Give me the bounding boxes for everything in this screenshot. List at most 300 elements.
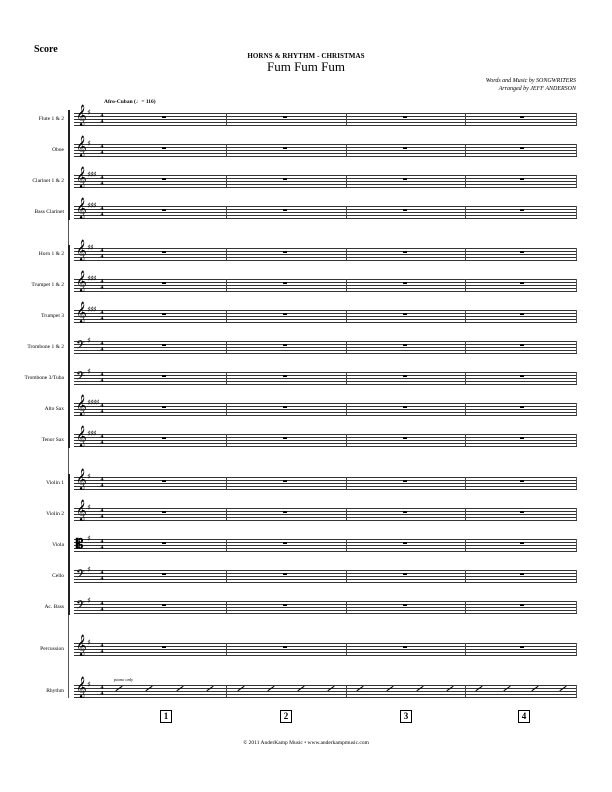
woodwinds-bracket <box>68 110 70 220</box>
alto-clef-icon: 𝄡 <box>76 537 84 552</box>
key-signature: ♯ <box>87 565 90 574</box>
barline <box>465 279 466 291</box>
staff-line <box>74 551 577 552</box>
barline <box>226 685 227 697</box>
staff <box>74 336 577 355</box>
staff <box>74 469 577 490</box>
staff-line <box>74 576 577 577</box>
whole-rest <box>520 375 524 377</box>
staff <box>74 302 577 323</box>
time-signature-bottom: 4 <box>100 150 104 156</box>
time-signature <box>100 539 104 551</box>
staff <box>74 500 577 521</box>
whole-rest <box>283 251 287 253</box>
key-signature: ♯♯ <box>87 243 93 252</box>
whole-rest <box>520 437 524 439</box>
instrument-label: Rhythm <box>46 688 64 694</box>
time-signature <box>100 248 104 260</box>
staff-line <box>74 434 577 435</box>
time-signature <box>100 175 104 187</box>
staff-line <box>74 288 577 289</box>
instrument-label: Oboe <box>52 147 64 153</box>
time-signature-bottom: 4 <box>100 649 104 655</box>
instrument-label: Trumpet 1 & 2 <box>31 282 64 288</box>
staff <box>74 167 577 188</box>
whole-rest <box>162 313 166 315</box>
staff-line <box>74 353 577 354</box>
staff-line <box>74 655 577 656</box>
whole-rest <box>162 511 166 513</box>
barline <box>346 144 347 156</box>
instrument-label: Violin 1 <box>46 480 64 486</box>
key-signature: ♯ <box>87 472 90 481</box>
final-barline <box>576 310 578 322</box>
strings-bracket <box>68 474 70 615</box>
staff-line <box>74 517 577 518</box>
time-signature <box>100 310 104 322</box>
staff-line <box>74 291 577 292</box>
final-barline <box>576 539 578 551</box>
key-signature: ♯♯♯♯ <box>87 398 99 407</box>
staff-line <box>74 260 577 261</box>
final-barline <box>576 403 578 415</box>
time-signature <box>100 144 104 156</box>
key-signature: ♯ <box>87 503 90 512</box>
time-signature-top: 4 <box>100 434 104 440</box>
time-signature-bottom: 4 <box>100 254 104 260</box>
time-signature-top: 4 <box>100 248 104 254</box>
measure-number-box: 4 <box>518 710 530 723</box>
staff-line <box>74 113 577 114</box>
whole-rest <box>520 282 524 284</box>
staff <box>74 534 577 552</box>
treble-clef-icon: 𝄞 <box>76 302 87 323</box>
time-signature-top: 4 <box>100 310 104 316</box>
time-signature-bottom: 4 <box>100 285 104 291</box>
barline <box>346 175 347 187</box>
series-title: HORNS & RHYTHM - CHRISTMAS <box>247 52 365 60</box>
whole-rest <box>403 344 407 346</box>
time-signature <box>100 643 104 655</box>
whole-rest <box>162 147 166 149</box>
barline <box>465 570 466 582</box>
key-signature: ♯♯♯ <box>87 274 96 283</box>
time-signature-bottom: 4 <box>100 483 104 489</box>
barline <box>346 279 347 291</box>
barline <box>465 434 466 446</box>
key-signature: ♯ <box>87 336 90 345</box>
treble-clef-icon: 𝄞 <box>76 136 87 157</box>
whole-rest <box>162 375 166 377</box>
barline <box>226 643 227 655</box>
barline <box>465 685 466 697</box>
credits-songwriters: Words and Music by SONGWRITERS <box>485 78 576 84</box>
staff-line <box>74 570 577 571</box>
whole-rest <box>520 480 524 482</box>
measure-number-box: 2 <box>280 710 292 723</box>
staff-line <box>74 310 577 311</box>
staff-line <box>74 508 577 509</box>
time-signature-top: 4 <box>100 144 104 150</box>
barline <box>346 508 347 520</box>
whole-rest <box>283 646 287 648</box>
final-barline <box>576 570 578 582</box>
final-barline <box>576 113 578 125</box>
whole-rest <box>520 116 524 118</box>
key-signature: ♯ <box>87 108 90 117</box>
staff-line <box>74 483 577 484</box>
staff-line <box>74 613 577 614</box>
staff-line <box>74 156 577 157</box>
barline <box>346 248 347 260</box>
barline <box>465 113 466 125</box>
barline <box>346 643 347 655</box>
treble-clef-icon: 𝄞 <box>76 677 87 698</box>
whole-rest <box>520 573 524 575</box>
barline <box>465 175 466 187</box>
whole-rest <box>403 573 407 575</box>
barline <box>465 643 466 655</box>
song-title: Fum Fum Fum <box>266 59 346 74</box>
staff-line <box>74 406 577 407</box>
final-barline <box>576 601 578 613</box>
treble-clef-icon: 𝄞 <box>76 635 87 656</box>
staff-line <box>74 375 577 376</box>
staff <box>74 240 577 261</box>
barline <box>226 539 227 551</box>
whole-rest <box>403 480 407 482</box>
whole-rest <box>162 282 166 284</box>
time-signature-top: 4 <box>100 341 104 347</box>
whole-rest <box>520 511 524 513</box>
staff-line <box>74 610 577 611</box>
barline <box>226 279 227 291</box>
whole-rest <box>283 480 287 482</box>
staff <box>74 271 577 292</box>
barline <box>346 570 347 582</box>
staff-line <box>74 319 577 320</box>
staff-line <box>74 122 577 123</box>
staff-line <box>74 257 577 258</box>
whole-rest <box>403 147 407 149</box>
whole-rest <box>162 344 166 346</box>
staff-line <box>74 514 577 515</box>
staff-line <box>74 694 577 695</box>
staff-line <box>74 539 577 540</box>
barline <box>465 310 466 322</box>
barline <box>226 248 227 260</box>
staff <box>74 565 577 584</box>
whole-rest <box>403 542 407 544</box>
staff-line <box>74 384 577 385</box>
whole-rest <box>520 313 524 315</box>
staff <box>74 395 577 416</box>
staff-line <box>74 347 577 348</box>
whole-rest <box>283 542 287 544</box>
key-signature: ♯♯♯ <box>87 170 96 179</box>
time-signature-bottom: 4 <box>100 347 104 353</box>
key-signature: ♯♯♯ <box>87 201 96 210</box>
time-signature-bottom: 4 <box>100 378 104 384</box>
time-signature-bottom: 4 <box>100 514 104 520</box>
staff-line <box>74 316 577 317</box>
instrument-label: Cello <box>52 573 64 579</box>
staff-line <box>74 520 577 521</box>
whole-rest <box>403 116 407 118</box>
staff-line <box>74 285 577 286</box>
whole-rest <box>162 604 166 606</box>
whole-rest <box>403 511 407 513</box>
staff <box>74 198 577 219</box>
barline <box>226 477 227 489</box>
barline <box>346 372 347 384</box>
credits <box>486 77 576 93</box>
time-signature <box>100 434 104 446</box>
barline <box>226 341 227 353</box>
whole-rest <box>520 604 524 606</box>
barline <box>346 113 347 125</box>
staff-line <box>74 209 577 210</box>
whole-rest <box>162 406 166 408</box>
time-signature-top: 4 <box>100 643 104 649</box>
time-signature <box>100 113 104 125</box>
brass-sax-bracket <box>68 245 70 448</box>
final-barline <box>576 434 578 446</box>
staff-line <box>74 604 577 605</box>
whole-rest <box>283 511 287 513</box>
staff-line <box>74 477 577 478</box>
staff-line <box>74 206 577 207</box>
staff-line <box>74 150 577 151</box>
treble-clef-icon: 𝄞 <box>76 271 87 292</box>
staff-line <box>74 685 577 686</box>
staff-line <box>74 542 577 543</box>
instrument-label: Bass Clarinet <box>34 209 64 215</box>
staff-line <box>74 381 577 382</box>
time-signature <box>100 570 104 582</box>
whole-rest <box>162 251 166 253</box>
staff-line <box>74 446 577 447</box>
time-signature-top: 4 <box>100 539 104 545</box>
staff <box>74 635 577 656</box>
final-barline <box>576 685 578 697</box>
staff-line <box>74 545 577 546</box>
copyright-footer: © 2011 AnderKamp Music • www.anderkampmusic.com <box>243 740 369 746</box>
instrument-label: Trombone 1 & 2 <box>27 344 64 350</box>
barline <box>465 248 466 260</box>
staff-line <box>74 147 577 148</box>
staff-line <box>74 378 577 379</box>
whole-rest <box>162 480 166 482</box>
barline <box>346 601 347 613</box>
instrument-label: Flute 1 & 2 <box>38 116 64 122</box>
treble-clef-icon: 𝄞 <box>76 426 87 447</box>
bass-clef-icon: 𝄢 <box>76 568 86 584</box>
key-signature: ♯ <box>87 680 90 689</box>
key-signature: ♯ <box>87 367 90 376</box>
staff <box>74 367 577 386</box>
time-signature-top: 4 <box>100 403 104 409</box>
whole-rest <box>283 375 287 377</box>
staff-line <box>74 116 577 117</box>
time-signature <box>100 508 104 520</box>
time-signature <box>100 601 104 613</box>
staff-line <box>74 218 577 219</box>
treble-clef-icon: 𝄞 <box>76 500 87 521</box>
time-signature <box>100 279 104 291</box>
staff <box>74 426 577 447</box>
time-signature-top: 4 <box>100 477 104 483</box>
staff-line <box>74 649 577 650</box>
final-barline <box>576 144 578 156</box>
treble-clef-icon: 𝄞 <box>76 469 87 490</box>
barline <box>226 508 227 520</box>
barline <box>465 477 466 489</box>
treble-clef-icon: 𝄞 <box>76 395 87 416</box>
staff-line <box>74 409 577 410</box>
staff <box>74 136 577 157</box>
staff-line <box>74 144 577 145</box>
instrument-label: Tenor Sax <box>41 437 64 443</box>
barline <box>465 403 466 415</box>
staff-line <box>74 511 577 512</box>
barline <box>465 601 466 613</box>
final-barline <box>576 279 578 291</box>
staff-line <box>74 489 577 490</box>
score-label: Score <box>34 44 58 55</box>
final-barline <box>576 206 578 218</box>
staff-line <box>74 212 577 213</box>
time-signature-top: 4 <box>100 175 104 181</box>
time-signature <box>100 685 104 697</box>
staff-line <box>74 582 577 583</box>
staff-line <box>74 251 577 252</box>
instrument-label: Trombone 3/Tuba <box>24 375 64 381</box>
staff-line <box>74 181 577 182</box>
staff-line <box>74 279 577 280</box>
staff-line <box>74 579 577 580</box>
treble-clef-icon: 𝄞 <box>76 240 87 261</box>
key-signature: ♯ <box>87 596 90 605</box>
barline <box>346 310 347 322</box>
bass-clef-icon: 𝄢 <box>76 370 86 386</box>
final-barline <box>576 372 578 384</box>
rhythm-annotation: piano only <box>114 677 134 682</box>
whole-rest <box>520 178 524 180</box>
time-signature-bottom: 4 <box>100 545 104 551</box>
staff-line <box>74 601 577 602</box>
barline <box>226 434 227 446</box>
staff-line <box>74 187 577 188</box>
staff-line <box>74 403 577 404</box>
barline <box>346 341 347 353</box>
whole-rest <box>162 646 166 648</box>
staff-line <box>74 697 577 698</box>
whole-rest <box>283 147 287 149</box>
staff-line <box>74 415 577 416</box>
whole-rest <box>283 116 287 118</box>
instrument-label: Alto Sax <box>44 406 64 412</box>
staff-line <box>74 443 577 444</box>
barline <box>226 372 227 384</box>
time-signature <box>100 206 104 218</box>
time-signature <box>100 341 104 353</box>
whole-rest <box>283 178 287 180</box>
time-signature <box>100 403 104 415</box>
whole-rest <box>520 542 524 544</box>
final-barline <box>576 175 578 187</box>
bass-clef-icon: 𝄢 <box>76 599 86 615</box>
whole-rest <box>283 573 287 575</box>
instrument-label: Percussion <box>40 646 64 652</box>
staff-line <box>74 652 577 653</box>
barline <box>226 310 227 322</box>
key-signature: ♯ <box>87 534 90 543</box>
time-signature <box>100 477 104 489</box>
staff-line <box>74 153 577 154</box>
staff-line <box>74 119 577 120</box>
time-signature-bottom: 4 <box>100 316 104 322</box>
barline <box>346 403 347 415</box>
instrument-label: Viola <box>52 542 64 548</box>
whole-rest <box>520 147 524 149</box>
whole-rest <box>403 178 407 180</box>
staff-line <box>74 437 577 438</box>
barline <box>226 570 227 582</box>
instrument-label: Trumpet 3 <box>41 313 64 319</box>
barline <box>465 508 466 520</box>
barline <box>226 601 227 613</box>
staff-line <box>74 175 577 176</box>
treble-clef-icon: 𝄞 <box>76 198 87 219</box>
time-signature-bottom: 4 <box>100 409 104 415</box>
barline <box>465 144 466 156</box>
whole-rest <box>283 344 287 346</box>
staff <box>74 596 577 615</box>
whole-rest <box>403 646 407 648</box>
time-signature-bottom: 4 <box>100 607 104 613</box>
barline <box>465 372 466 384</box>
instrument-label: Ac. Bass <box>44 604 64 610</box>
final-barline <box>576 341 578 353</box>
final-barline <box>576 477 578 489</box>
final-barline <box>576 508 578 520</box>
whole-rest <box>403 282 407 284</box>
instrument-label: Violin 2 <box>46 511 64 517</box>
instrument-label: Clarinet 1 & 2 <box>32 178 64 184</box>
whole-rest <box>283 313 287 315</box>
time-signature-bottom: 4 <box>100 691 104 697</box>
staff-line <box>74 486 577 487</box>
barline <box>465 206 466 218</box>
time-signature-top: 4 <box>100 508 104 514</box>
barline <box>346 434 347 446</box>
time-signature <box>100 372 104 384</box>
staff-line <box>74 691 577 692</box>
tempo-marking: Afro-Cuban (♩= 116) <box>104 99 156 105</box>
staff-line <box>74 254 577 255</box>
barline <box>346 206 347 218</box>
whole-rest <box>283 406 287 408</box>
whole-rest <box>403 406 407 408</box>
staff-line <box>74 313 577 314</box>
whole-rest <box>283 604 287 606</box>
time-signature-top: 4 <box>100 279 104 285</box>
barline <box>346 477 347 489</box>
final-barline <box>576 643 578 655</box>
whole-rest <box>283 437 287 439</box>
time-signature-bottom: 4 <box>100 119 104 125</box>
